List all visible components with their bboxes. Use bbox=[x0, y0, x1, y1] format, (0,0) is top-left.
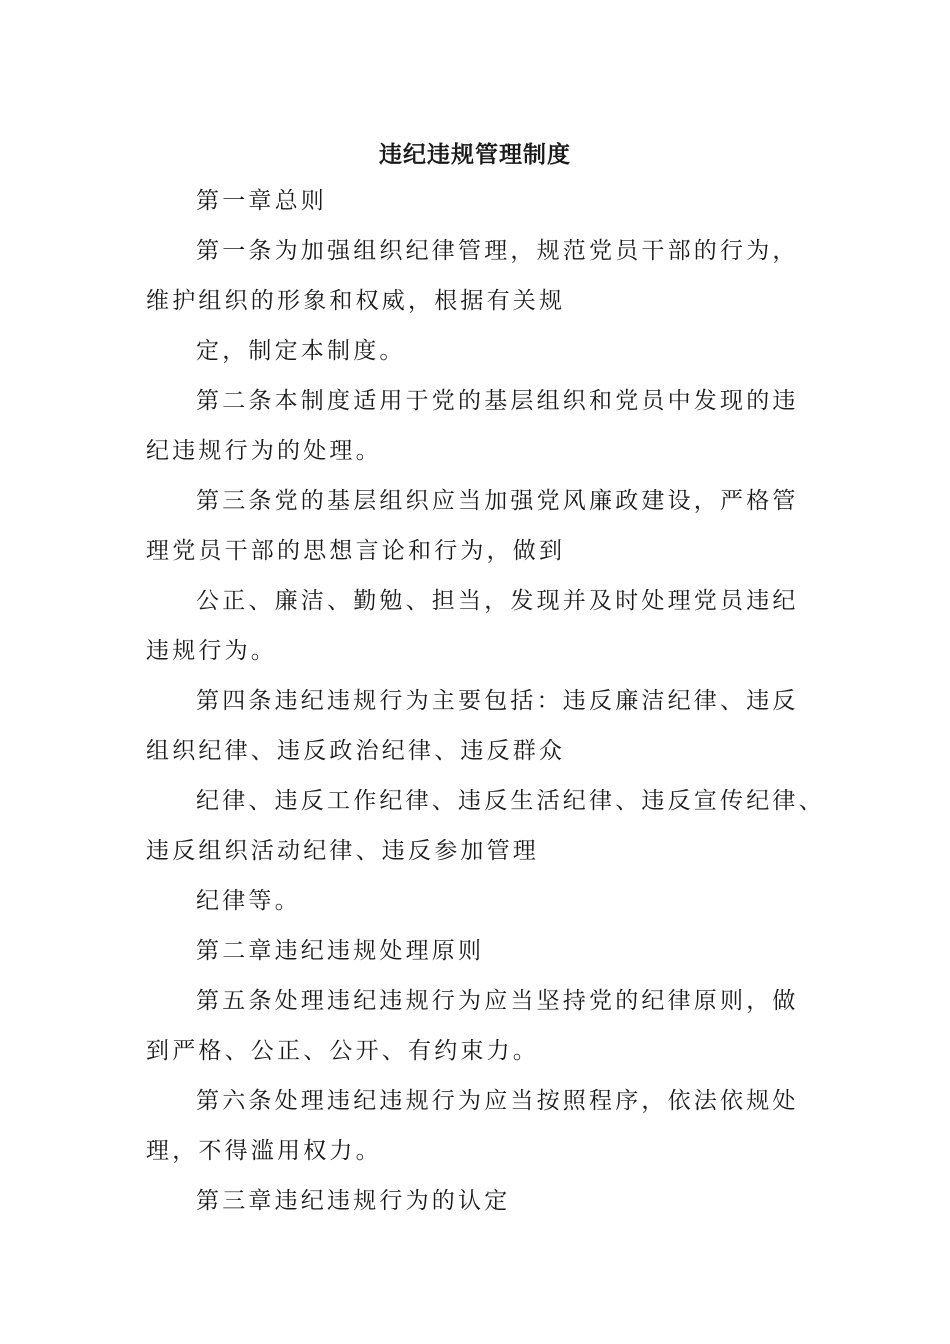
chapter-2-heading: 第二章违纪违规处理原则 bbox=[196, 938, 485, 964]
article-3-line-4: 违规行为。 bbox=[146, 638, 277, 664]
article-5-line-2: 到严格、公正、公开、有约束力。 bbox=[146, 1038, 539, 1064]
article-3-line-3: 公正、廉洁、勤勉、担当，发现并及时处理党员违纪 bbox=[196, 588, 799, 614]
document-title: 违纪违规管理制度 bbox=[379, 141, 571, 168]
article-1-line-2: 维护组织的形象和权威，根据有关规 bbox=[146, 288, 566, 314]
chapter-1-heading: 第一章总则 bbox=[196, 188, 327, 214]
article-1-line-1: 第一条为加强组织纪律管理，规范党员干部的行为， bbox=[196, 238, 799, 264]
article-4-line-1: 第四条违纪违规行为主要包括：违反廉洁纪律、违反 bbox=[196, 688, 799, 714]
article-4-line-2: 组织纪律、违反政治纪律、违反群众 bbox=[146, 738, 566, 764]
article-2-line-2: 纪违规行为的处理。 bbox=[146, 438, 382, 464]
chapter-3-heading: 第三章违纪违规行为的认定 bbox=[196, 1188, 511, 1214]
article-6-line-1: 第六条处理违纪违规行为应当按照程序，依法依规处 bbox=[196, 1088, 799, 1114]
article-3-line-2: 理党员干部的思想言论和行为，做到 bbox=[146, 538, 566, 564]
article-1-line-3: 定，制定本制度。 bbox=[196, 338, 406, 364]
article-4-line-4: 违反组织活动纪律、违反参加管理 bbox=[146, 838, 539, 864]
article-4-line-5: 纪律等。 bbox=[196, 888, 301, 914]
article-5-line-1: 第五条处理违纪违规行为应当坚持党的纪律原则，做 bbox=[196, 988, 799, 1014]
article-2-line-1: 第二条本制度适用于党的基层组织和党员中发现的违 bbox=[196, 388, 799, 414]
article-3-line-1: 第三条党的基层组织应当加强党风廉政建设，严格管 bbox=[196, 488, 799, 514]
article-4-line-3: 纪律、违反工作纪律、违反生活纪律、违反宣传纪律、 bbox=[196, 788, 825, 814]
article-6-line-2: 理，不得滥用权力。 bbox=[146, 1138, 382, 1164]
